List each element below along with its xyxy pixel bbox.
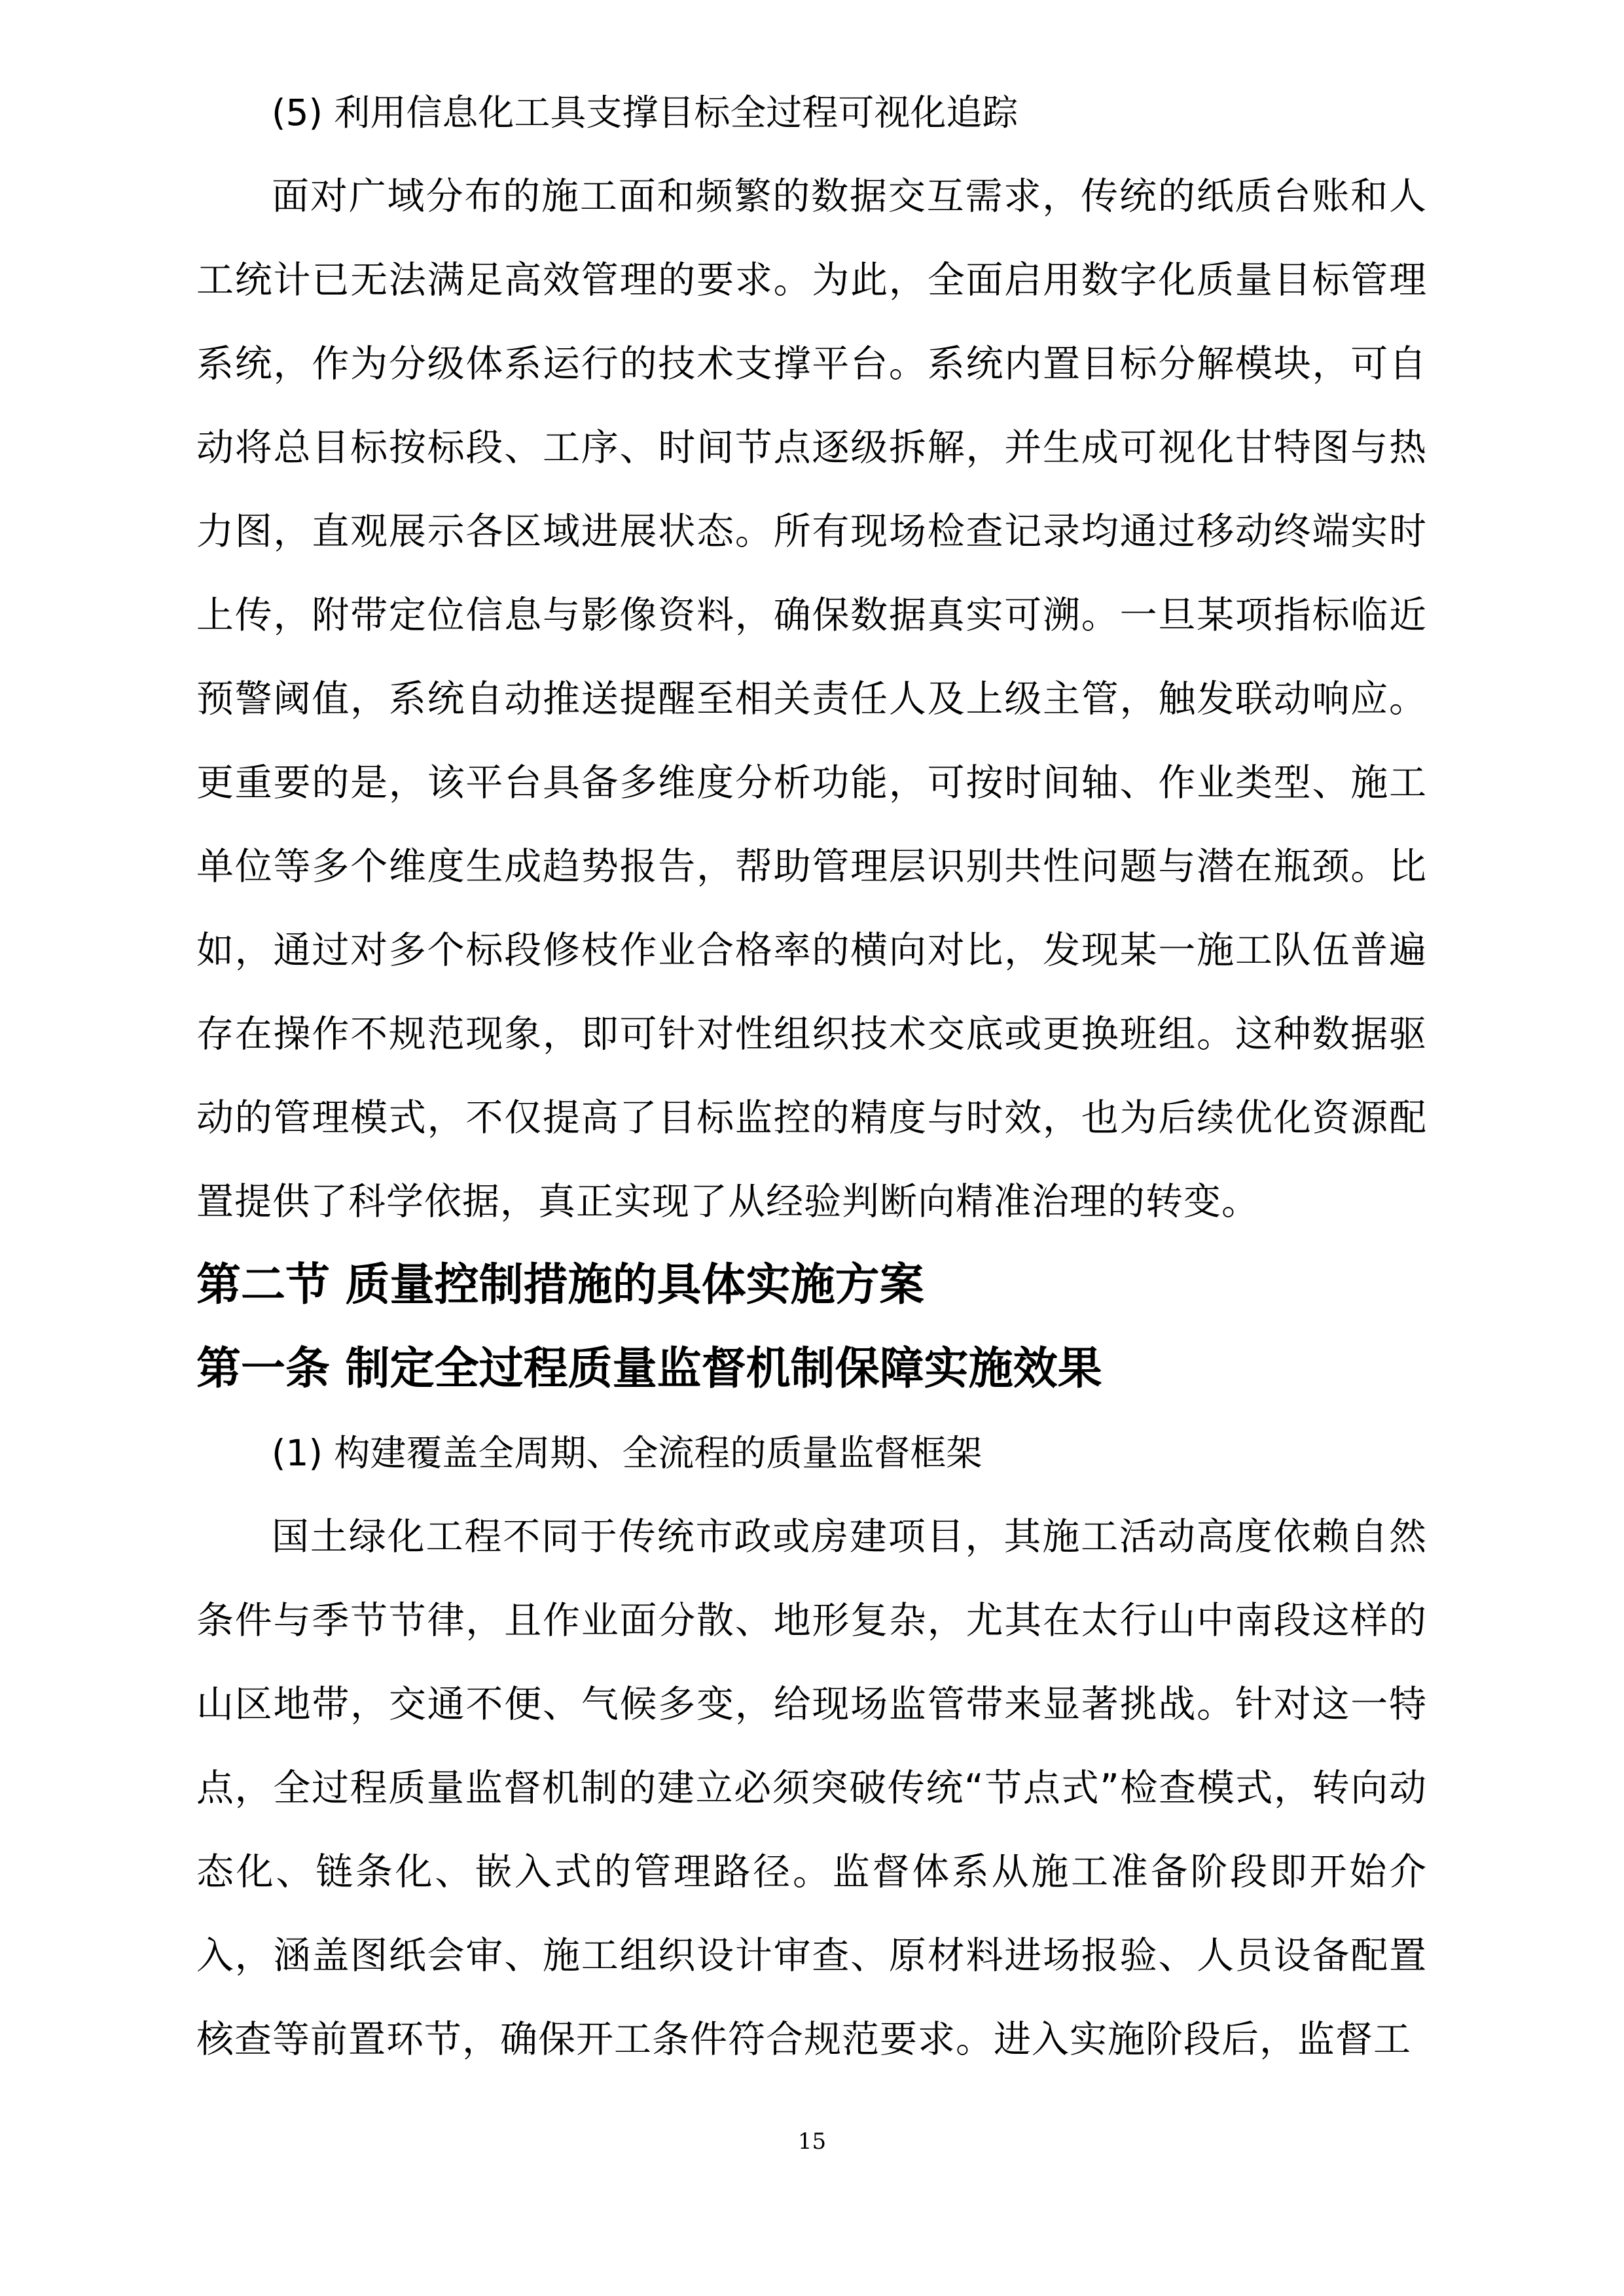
- body-paragraph-information-tools: 面对广域分布的施工面和频繁的数据交互需求，传统的纸质台账和人工统计已无法满足高效管理的要求。为此，全面启用数字化质量目标管理系统，作为分级体系运行的技术支撑平台。系统内置目标分解模块，可自动将总目标按标段、工序、时间节点逐级拆解，并生成可视化甘特图与热力图，直观展示各区域进展状态。所有现场检查记录均通过移动终端实时上传，附带定位信息与影像资料，确保数据真实可溯。一旦某项指标临近预警阈值，系统自动推送提醒至相关责任人及上级主管，触发联动响应。更重要的是，该平台具备多维度分析功能，可按时间轴、作业类型、施工单位等多个维度生成趋势报告，帮助管理层识别共性问题与潜在瓶颈。比如，通过对多个标段修枝作业合格率的横向对比，发现某一施工队伍普遍存在操作不规范现象，即可针对性组织技术交底或更换班组。这种数据驱动的管理模式，不仅提高了目标监控的精度与时效，也为后续优化资源配置提供了科学依据，真正实现了从经验判断向精准治理的转变。: [196, 175, 1427, 1223]
- article-heading: 第一条 制定全过程质量监督机制保障实施效果: [196, 1343, 1102, 1395]
- item-1-heading: (1) 构建覆盖全周期、全流程的质量监督框架: [272, 1432, 983, 1474]
- item-5-heading: (5) 利用信息化工具支撑目标全过程可视化追踪: [272, 92, 1019, 134]
- document-body: [196, 71, 1427, 2081]
- section-heading: 第二节 质量控制措施的具体实施方案: [196, 1259, 924, 1311]
- body-paragraph-supervision-framework: 国土绿化工程不同于传统市政或房建项目，其施工活动高度依赖自然条件与季节节律，且作业面分散、地形复杂，尤其在太行山中南段这样的山区地带，交通不便、气候多变，给现场监管带来显著挑战。针对这一特点，全过程质量监督机制的建立必须突破传统“节点式”检查模式，转向动态化、链条化、嵌入式的管理路径。监督体系从施工准备阶段即开始介入，涵盖图纸会审、施工组织设计审查、原材料进场报验、人员设备配置核查等前置环节，确保开工条件符合规范要求。进入实施阶段后，监督工: [196, 1515, 1427, 2061]
- page-number: 15: [797, 2128, 827, 2155]
